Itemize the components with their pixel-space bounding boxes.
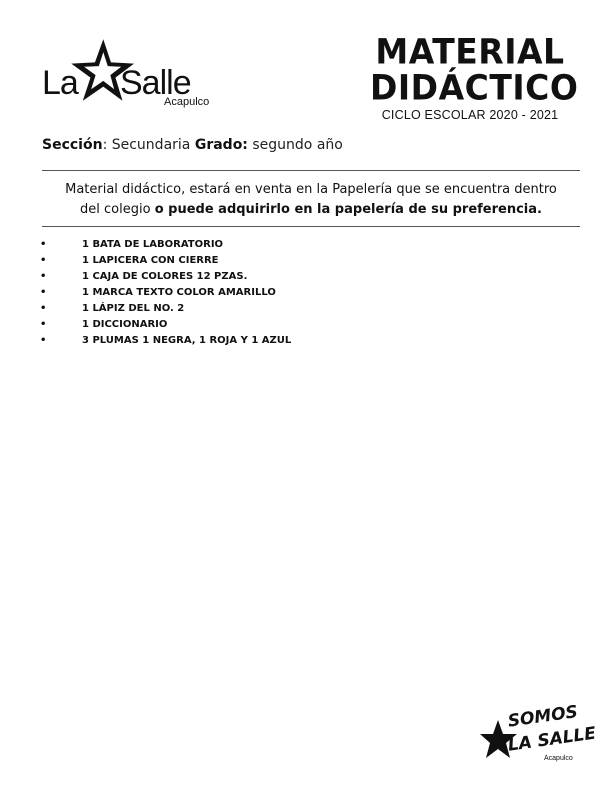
divider-bottom xyxy=(42,226,580,227)
bullet-icon: • xyxy=(40,271,47,282)
somos-la-salle-logo xyxy=(478,700,598,770)
materials-list xyxy=(38,237,291,349)
notice-line-2-bold: o puede adquirirlo en la papelería de su preferencia. xyxy=(154,202,542,217)
section-label: Sección xyxy=(42,137,103,153)
notice-line-2 xyxy=(42,200,580,220)
list-item: • 1 MARCA TEXTO COLOR AMARILLO xyxy=(38,285,291,301)
logo-city-text: Acapulco xyxy=(164,96,210,108)
list-item: • 3 PLUMAS 1 NEGRA, 1 ROJA Y 1 AZUL xyxy=(38,333,291,349)
list-item: • 1 CAJA DE COLORES 12 PZAS. xyxy=(38,269,291,285)
svg-text:SOMOS: SOMOS xyxy=(506,702,580,732)
section-grade-line: Sección: Secundaria Grado: segundo año xyxy=(42,137,343,153)
notice-paragraph xyxy=(42,180,580,220)
grade-value: segundo año xyxy=(252,137,343,153)
bullet-icon: • xyxy=(40,239,47,250)
document-title-block xyxy=(370,31,579,122)
la-salle-logo xyxy=(42,36,210,116)
grade-label: Grado: xyxy=(194,137,248,153)
svg-text:Acapulco: Acapulco xyxy=(544,755,573,762)
divider-top xyxy=(42,170,580,171)
list-item: • 1 LAPICERA CON CIERRE xyxy=(38,253,291,269)
svg-text:LA SALLE: LA SALLE xyxy=(506,723,598,756)
bullet-icon: • xyxy=(40,287,47,298)
bullet-icon: • xyxy=(40,335,47,346)
list-item: • 1 DICCIONARIO xyxy=(38,317,291,333)
bullet-icon: • xyxy=(40,303,47,314)
notice-line-1: Material didáctico, estará en venta en la Papelería que se encuentra dentro xyxy=(65,182,557,197)
list-item: • 1 BATA DE LABORATORIO xyxy=(38,237,291,253)
logo-la-text: La xyxy=(42,64,78,102)
notice-line-2-plain: del colegio xyxy=(80,202,151,217)
school-cycle: CICLO ESCOLAR 2020 - 2021 xyxy=(381,108,559,122)
bullet-icon: • xyxy=(40,255,47,266)
list-item: • 1 LÁPIZ DEL NO. 2 xyxy=(38,301,291,317)
section-value: Secundaria xyxy=(111,137,191,153)
title-line-2: DIDÁCTICO xyxy=(370,67,579,108)
title-line-1: MATERIAL xyxy=(375,31,565,72)
bullet-icon: • xyxy=(40,319,47,330)
logo-salle-text: Salle xyxy=(120,64,191,102)
